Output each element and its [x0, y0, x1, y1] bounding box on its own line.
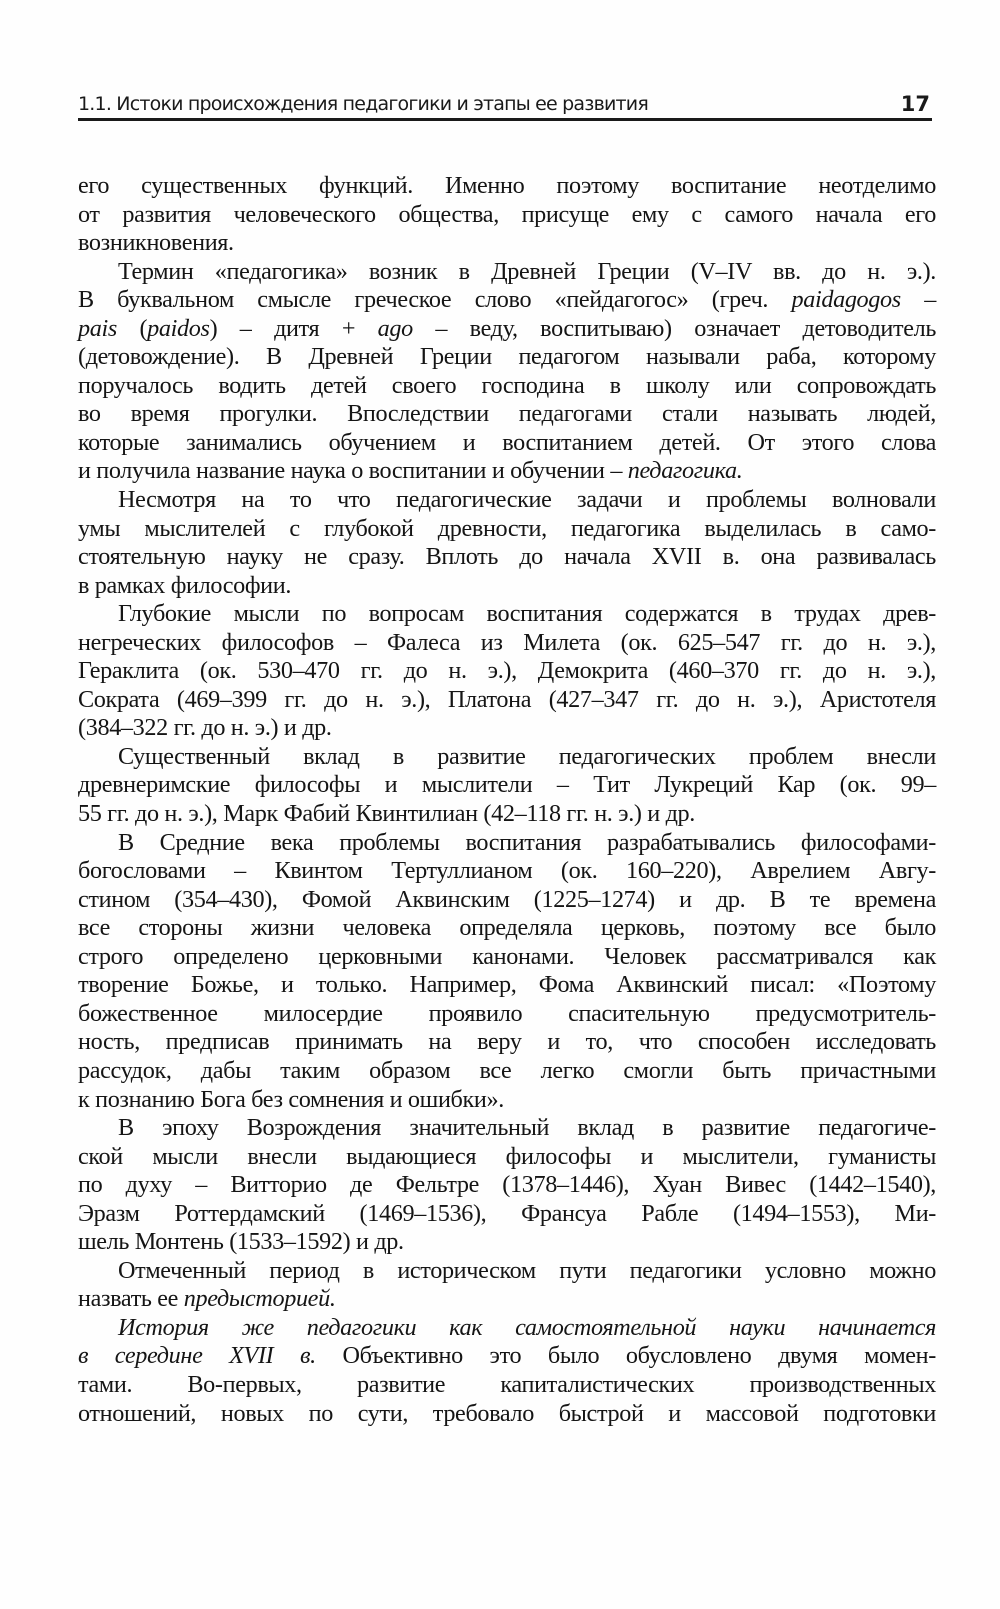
- body-text: [78, 172, 936, 1428]
- text-line: богословами – Квинтом Тертуллианом (ок. 160–220), Аврелием Авгу-: [78, 857, 936, 885]
- text-line: в рамках философии.: [78, 571, 292, 599]
- text-line: назвать ее предысторией.: [78, 1285, 336, 1313]
- text-line: Гераклита (ок. 530–470 гг. до н. э.), Демокрита (460–370 гг. до н. э.),: [78, 657, 936, 685]
- text-line: божественное милосердие проявило спасительную предусмотритель-: [78, 999, 936, 1027]
- text-line: и получила название наука о воспитании и обучении – педагогика.: [78, 457, 743, 485]
- chapter-section-title: 1.1. Истоки происхождения педагогики и этапы ее развития: [78, 93, 648, 115]
- text-line: ской мысли внесли выдающиеся философы и мыслители, гуманисты: [78, 1142, 936, 1170]
- text-line: Существенный вклад в развитие педагогических проблем внесли: [118, 742, 936, 770]
- page-number: 17: [900, 92, 930, 116]
- text-line: Сократа (469–399 гг. до н. э.), Платона (427–347 гг. до н. э.), Аристотеля: [78, 685, 936, 713]
- text-line: стоятельную науку не сразу. Вплоть до начала XVII в. она развивалась: [78, 543, 936, 571]
- text-line: все стороны жизни человека определяла церковь, поэтому все было: [78, 914, 936, 942]
- text-line: (детовождение). В Древней Греции педагогом называли раба, которому: [78, 343, 936, 371]
- text-line: Несмотря на то что педагогические задачи и проблемы волновали: [118, 486, 936, 514]
- text-line: Эразм Роттердамский (1469–1536), Франсуа Рабле (1494–1553), Ми-: [78, 1199, 936, 1227]
- text-line: отношений, новых по сути, требовало быстрой и массовой подготовки: [78, 1399, 936, 1427]
- text-line: которые занимались обучением и воспитанием детей. От этого слова: [78, 428, 936, 456]
- text-line: В Средние века проблемы воспитания разрабатывались философами-: [118, 828, 936, 856]
- text-line: от развития человеческого общества, присуще ему с самого начала его: [78, 200, 936, 228]
- text-line: В эпоху Возрождения значительный вклад в развитие педагогиче-: [118, 1114, 936, 1142]
- text-line: 55 гг. до н. э.), Марк Фабий Квинтилиан (42–118 гг. н. э.) и др.: [78, 800, 695, 828]
- text-line: в середине XVII в. Объективно это было обусловлено двумя момен-: [78, 1342, 936, 1370]
- text-line: поручалось водить детей своего господина в школу или сопровождать: [78, 371, 936, 399]
- text-line: pais (paidos) – дитя + ago – веду, воспитываю) означает детоводитель: [78, 314, 936, 342]
- text-line: умы мыслителей с глубокой древности, педагогика выделилась в само-: [78, 514, 936, 542]
- text-line: В буквальном смысле греческое слово «пейдагогос» (греч. paidagogos –: [78, 286, 936, 314]
- text-line: Термин «педагогика» возник в Древней Греции (V–IV вв. до н. э.).: [118, 257, 936, 285]
- text-line: (384–322 гг. до н. э.) и др.: [78, 714, 332, 742]
- text-line: его существенных функций. Именно поэтому воспитание неотделимо: [78, 172, 936, 199]
- text-line: возникновения.: [78, 229, 234, 257]
- text-line: рассудок, дабы таким образом все легко смогли быть причастными: [78, 1056, 936, 1084]
- text-line: древнеримские философы и мыслители – Тит Лукреций Кар (ок. 99–: [78, 771, 936, 799]
- text-line: История же педагогики как самостоятельной науки начинается: [118, 1313, 936, 1341]
- text-line: Глубокие мысли по вопросам воспитания содержатся в трудах древ-: [118, 600, 936, 628]
- running-head: [78, 88, 932, 121]
- text-line: стином (354–430), Фомой Аквинским (1225–1274) и др. В те времена: [78, 885, 936, 913]
- text-line: ность, предписав принимать на веру и то, что способен исследовать: [78, 1028, 936, 1056]
- text-line: во время прогулки. Впоследствии педагогами стали называть людей,: [78, 400, 936, 428]
- text-line: по духу – Витторио де Фельтре (1378–1446), Хуан Вивес (1442–1540),: [78, 1171, 936, 1199]
- text-line: строго определено церковными канонами. Человек рассматривался как: [78, 942, 936, 970]
- text-line: Отмеченный период в историческом пути педагогики условно можно: [118, 1256, 936, 1284]
- text-line: тами. Во-первых, развитие капиталистических производственных: [78, 1370, 936, 1398]
- text-line: творение Божье, и только. Например, Фома Аквинский писал: «Поэтому: [78, 971, 936, 999]
- text-line: шель Монтень (1533–1592) и др.: [78, 1228, 404, 1256]
- text-line: к познанию Бога без сомнения и ошибки».: [78, 1085, 504, 1113]
- text-line: негреческих философов – Фалеса из Милета (ок. 625–547 гг. до н. э.),: [78, 628, 936, 656]
